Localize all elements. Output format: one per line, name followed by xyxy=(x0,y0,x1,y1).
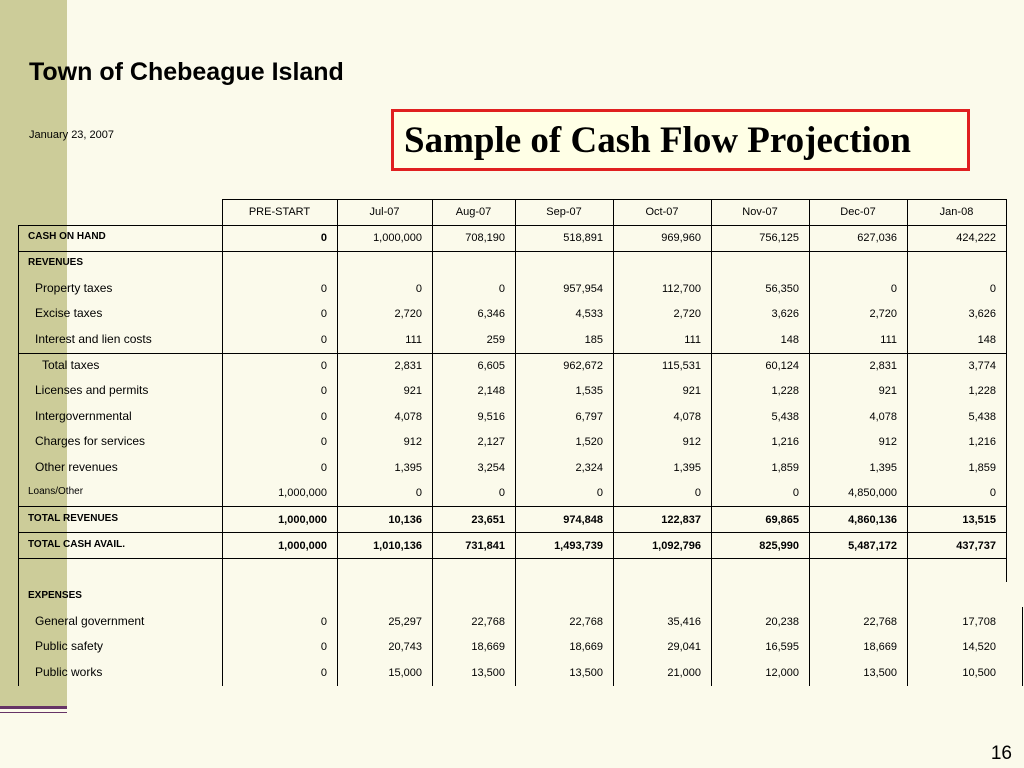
org-title: Town of Chebeague Island xyxy=(29,58,344,86)
table-cell: 1,520 xyxy=(575,436,603,448)
table-cell: 627,036 xyxy=(857,232,897,244)
date-label: January 23, 2007 xyxy=(29,129,115,141)
table-rule xyxy=(18,225,19,686)
row-label: TOTAL REVENUES xyxy=(28,513,119,524)
table-cell: 112,700 xyxy=(662,283,701,295)
table-cell: 0 xyxy=(320,616,327,628)
table-cell: 0 xyxy=(415,487,422,499)
table-cell: 18,669 xyxy=(471,641,505,653)
table-cell: 111 xyxy=(880,334,897,346)
table-cell: 1,395 xyxy=(673,462,701,474)
table-cell: 13,515 xyxy=(962,514,996,526)
table-cell: 0 xyxy=(498,283,505,295)
table-cell: 0 xyxy=(989,487,996,499)
table-cell: 0 xyxy=(989,283,996,295)
table-rule xyxy=(18,558,1006,559)
table-cell: 60,124 xyxy=(765,360,799,372)
table-cell: 1,535 xyxy=(575,385,603,397)
table-cell: 962,672 xyxy=(563,360,603,372)
table-cell: 148 xyxy=(780,334,799,346)
table-cell: 18,669 xyxy=(569,641,603,653)
table-cell: 4,860,136 xyxy=(848,514,897,526)
table-cell: 259 xyxy=(486,334,505,346)
table-cell: 1,395 xyxy=(869,462,897,474)
accent-rule xyxy=(0,706,67,709)
table-cell: 1,000,000 xyxy=(278,540,327,552)
table-cell: 3,626 xyxy=(968,308,996,320)
table-cell: 3,254 xyxy=(477,462,505,474)
row-label: Public works xyxy=(35,665,103,679)
table-cell: 5,487,172 xyxy=(848,540,897,552)
table-cell: 6,605 xyxy=(477,360,505,372)
table-cell: 1,216 xyxy=(968,436,996,448)
table-cell: 912 xyxy=(682,436,701,448)
table-cell: 912 xyxy=(878,436,897,448)
row-label: TOTAL CASH AVAIL. xyxy=(28,539,126,550)
table-cell: 5,438 xyxy=(771,411,799,423)
table-cell: 518,891 xyxy=(563,232,603,244)
table-cell: 122,837 xyxy=(661,514,701,526)
table-cell: 6,797 xyxy=(575,411,603,423)
table-cell: 0 xyxy=(320,385,327,397)
table-cell: 21,000 xyxy=(667,667,701,679)
table-rule xyxy=(1022,607,1023,686)
table-rule xyxy=(222,199,1006,200)
table-cell: 1,228 xyxy=(771,385,799,397)
table-cell: 1,216 xyxy=(771,436,799,448)
table-cell: 148 xyxy=(977,334,996,346)
table-cell: 3,626 xyxy=(771,308,799,320)
table-cell: 0 xyxy=(320,436,327,448)
row-label: EXPENSES xyxy=(28,590,82,601)
table-cell: 10,500 xyxy=(962,667,996,679)
table-cell: 0 xyxy=(320,232,327,244)
row-label: CASH ON HAND xyxy=(28,231,106,242)
table-cell: 1,859 xyxy=(771,462,799,474)
table-cell: 29,041 xyxy=(667,641,701,653)
table-rule xyxy=(18,353,1006,354)
table-cell: 912 xyxy=(403,436,422,448)
table-cell: 4,533 xyxy=(575,308,603,320)
row-label: Intergovernmental xyxy=(35,409,132,423)
row-label: Licenses and permits xyxy=(35,383,149,397)
table-cell: 1,010,136 xyxy=(373,540,422,552)
table-rule xyxy=(18,506,1006,507)
table-cell: 111 xyxy=(684,334,701,346)
table-cell: 16,595 xyxy=(765,641,799,653)
row-label: REVENUES xyxy=(28,257,84,268)
table-rule xyxy=(18,225,1006,226)
table-cell: 921 xyxy=(878,385,897,397)
accent-rule-thin xyxy=(0,712,67,713)
table-cell: 0 xyxy=(320,308,327,320)
table-cell: 969,960 xyxy=(661,232,701,244)
table-cell: 23,651 xyxy=(471,514,505,526)
table-cell: 0 xyxy=(320,667,327,679)
table-cell: 2,831 xyxy=(869,360,897,372)
table-cell: 13,500 xyxy=(569,667,603,679)
table-cell: 0 xyxy=(320,641,327,653)
table-cell: 731,841 xyxy=(465,540,505,552)
table-cell: 1,859 xyxy=(968,462,996,474)
table-cell: 1,493,739 xyxy=(554,540,603,552)
table-cell: 0 xyxy=(320,462,327,474)
column-header: Jul-07 xyxy=(369,206,400,218)
table-cell: 0 xyxy=(320,283,327,295)
table-cell: 424,222 xyxy=(956,232,996,244)
row-label: Public safety xyxy=(35,639,104,653)
page-number: 16 xyxy=(990,743,1012,764)
column-header: Dec-07 xyxy=(840,206,876,218)
table-cell: 22,768 xyxy=(569,616,603,628)
table-cell: 0 xyxy=(415,283,422,295)
table-cell: 115,531 xyxy=(662,360,701,372)
table-cell: 921 xyxy=(682,385,701,397)
table-rule xyxy=(18,532,1006,533)
table-cell: 974,848 xyxy=(563,514,603,526)
table-cell: 2,831 xyxy=(394,360,422,372)
row-label: Total taxes xyxy=(42,358,100,372)
table-cell: 1,000,000 xyxy=(278,487,327,499)
table-cell: 4,850,000 xyxy=(848,487,897,499)
table-cell: 0 xyxy=(320,334,327,346)
table-cell: 0 xyxy=(890,283,897,295)
table-cell: 35,416 xyxy=(667,616,701,628)
table-cell: 20,238 xyxy=(765,616,799,628)
table-cell: 4,078 xyxy=(394,411,422,423)
table-cell: 756,125 xyxy=(759,232,799,244)
row-label: Interest and lien costs xyxy=(35,332,152,346)
table-cell: 0 xyxy=(792,487,799,499)
table-cell: 921 xyxy=(403,385,422,397)
table-cell: 0 xyxy=(596,487,603,499)
column-header: Oct-07 xyxy=(645,206,679,218)
slide-title: Sample of Cash Flow Projection xyxy=(391,109,970,171)
table-cell: 18,669 xyxy=(863,641,897,653)
table-cell: 13,500 xyxy=(471,667,505,679)
table-cell: 15,000 xyxy=(388,667,422,679)
table-cell: 3,774 xyxy=(968,360,996,372)
table-cell: 437,737 xyxy=(956,540,996,552)
table-cell: 22,768 xyxy=(863,616,897,628)
table-rule xyxy=(1006,199,1007,582)
row-label: Other revenues xyxy=(35,460,118,474)
table-cell: 14,520 xyxy=(962,641,996,653)
table-cell: 1,000,000 xyxy=(373,232,422,244)
table-cell: 2,324 xyxy=(575,462,603,474)
table-cell: 12,000 xyxy=(765,667,799,679)
table-cell: 9,516 xyxy=(477,411,505,423)
table-cell: 5,438 xyxy=(968,411,996,423)
column-header: Nov-07 xyxy=(742,206,778,218)
table-cell: 1,000,000 xyxy=(278,514,327,526)
table-cell: 69,865 xyxy=(765,514,799,526)
table-cell: 957,954 xyxy=(563,283,603,295)
column-header: Jan-08 xyxy=(939,206,974,218)
table-cell: 2,127 xyxy=(477,436,505,448)
table-rule xyxy=(18,251,1006,252)
table-cell: 20,743 xyxy=(388,641,422,653)
row-label: Loans/Other xyxy=(28,486,84,497)
row-label: Excise taxes xyxy=(35,306,103,320)
table-cell: 0 xyxy=(320,411,327,423)
table-cell: 1,395 xyxy=(394,462,422,474)
table-cell: 0 xyxy=(498,487,505,499)
table-cell: 2,720 xyxy=(394,308,422,320)
table-cell: 17,708 xyxy=(962,616,996,628)
column-header: Aug-07 xyxy=(455,206,492,218)
table-cell: 1,092,796 xyxy=(652,540,701,552)
table-cell: 185 xyxy=(584,334,603,346)
table-cell: 22,768 xyxy=(471,616,505,628)
row-label: General government xyxy=(35,614,145,628)
column-header: PRE-START xyxy=(248,206,311,218)
row-label: Property taxes xyxy=(35,281,113,295)
table-cell: 4,078 xyxy=(673,411,701,423)
table-cell: 0 xyxy=(694,487,701,499)
table-cell: 708,190 xyxy=(465,232,505,244)
column-header: Sep-07 xyxy=(546,206,582,218)
table-cell: 10,136 xyxy=(388,514,422,526)
table-cell: 2,148 xyxy=(477,385,505,397)
table-cell: 25,297 xyxy=(388,616,422,628)
table-cell: 6,346 xyxy=(477,308,505,320)
table-cell: 56,350 xyxy=(765,283,799,295)
table-cell: 2,720 xyxy=(673,308,701,320)
table-cell: 4,078 xyxy=(869,411,897,423)
table-cell: 111 xyxy=(405,334,422,346)
row-label: Charges for services xyxy=(35,434,146,448)
table-cell: 2,720 xyxy=(869,308,897,320)
table-cell: 0 xyxy=(320,360,327,372)
table-cell: 13,500 xyxy=(863,667,897,679)
table-cell: 825,990 xyxy=(759,540,799,552)
table-cell: 1,228 xyxy=(968,385,996,397)
